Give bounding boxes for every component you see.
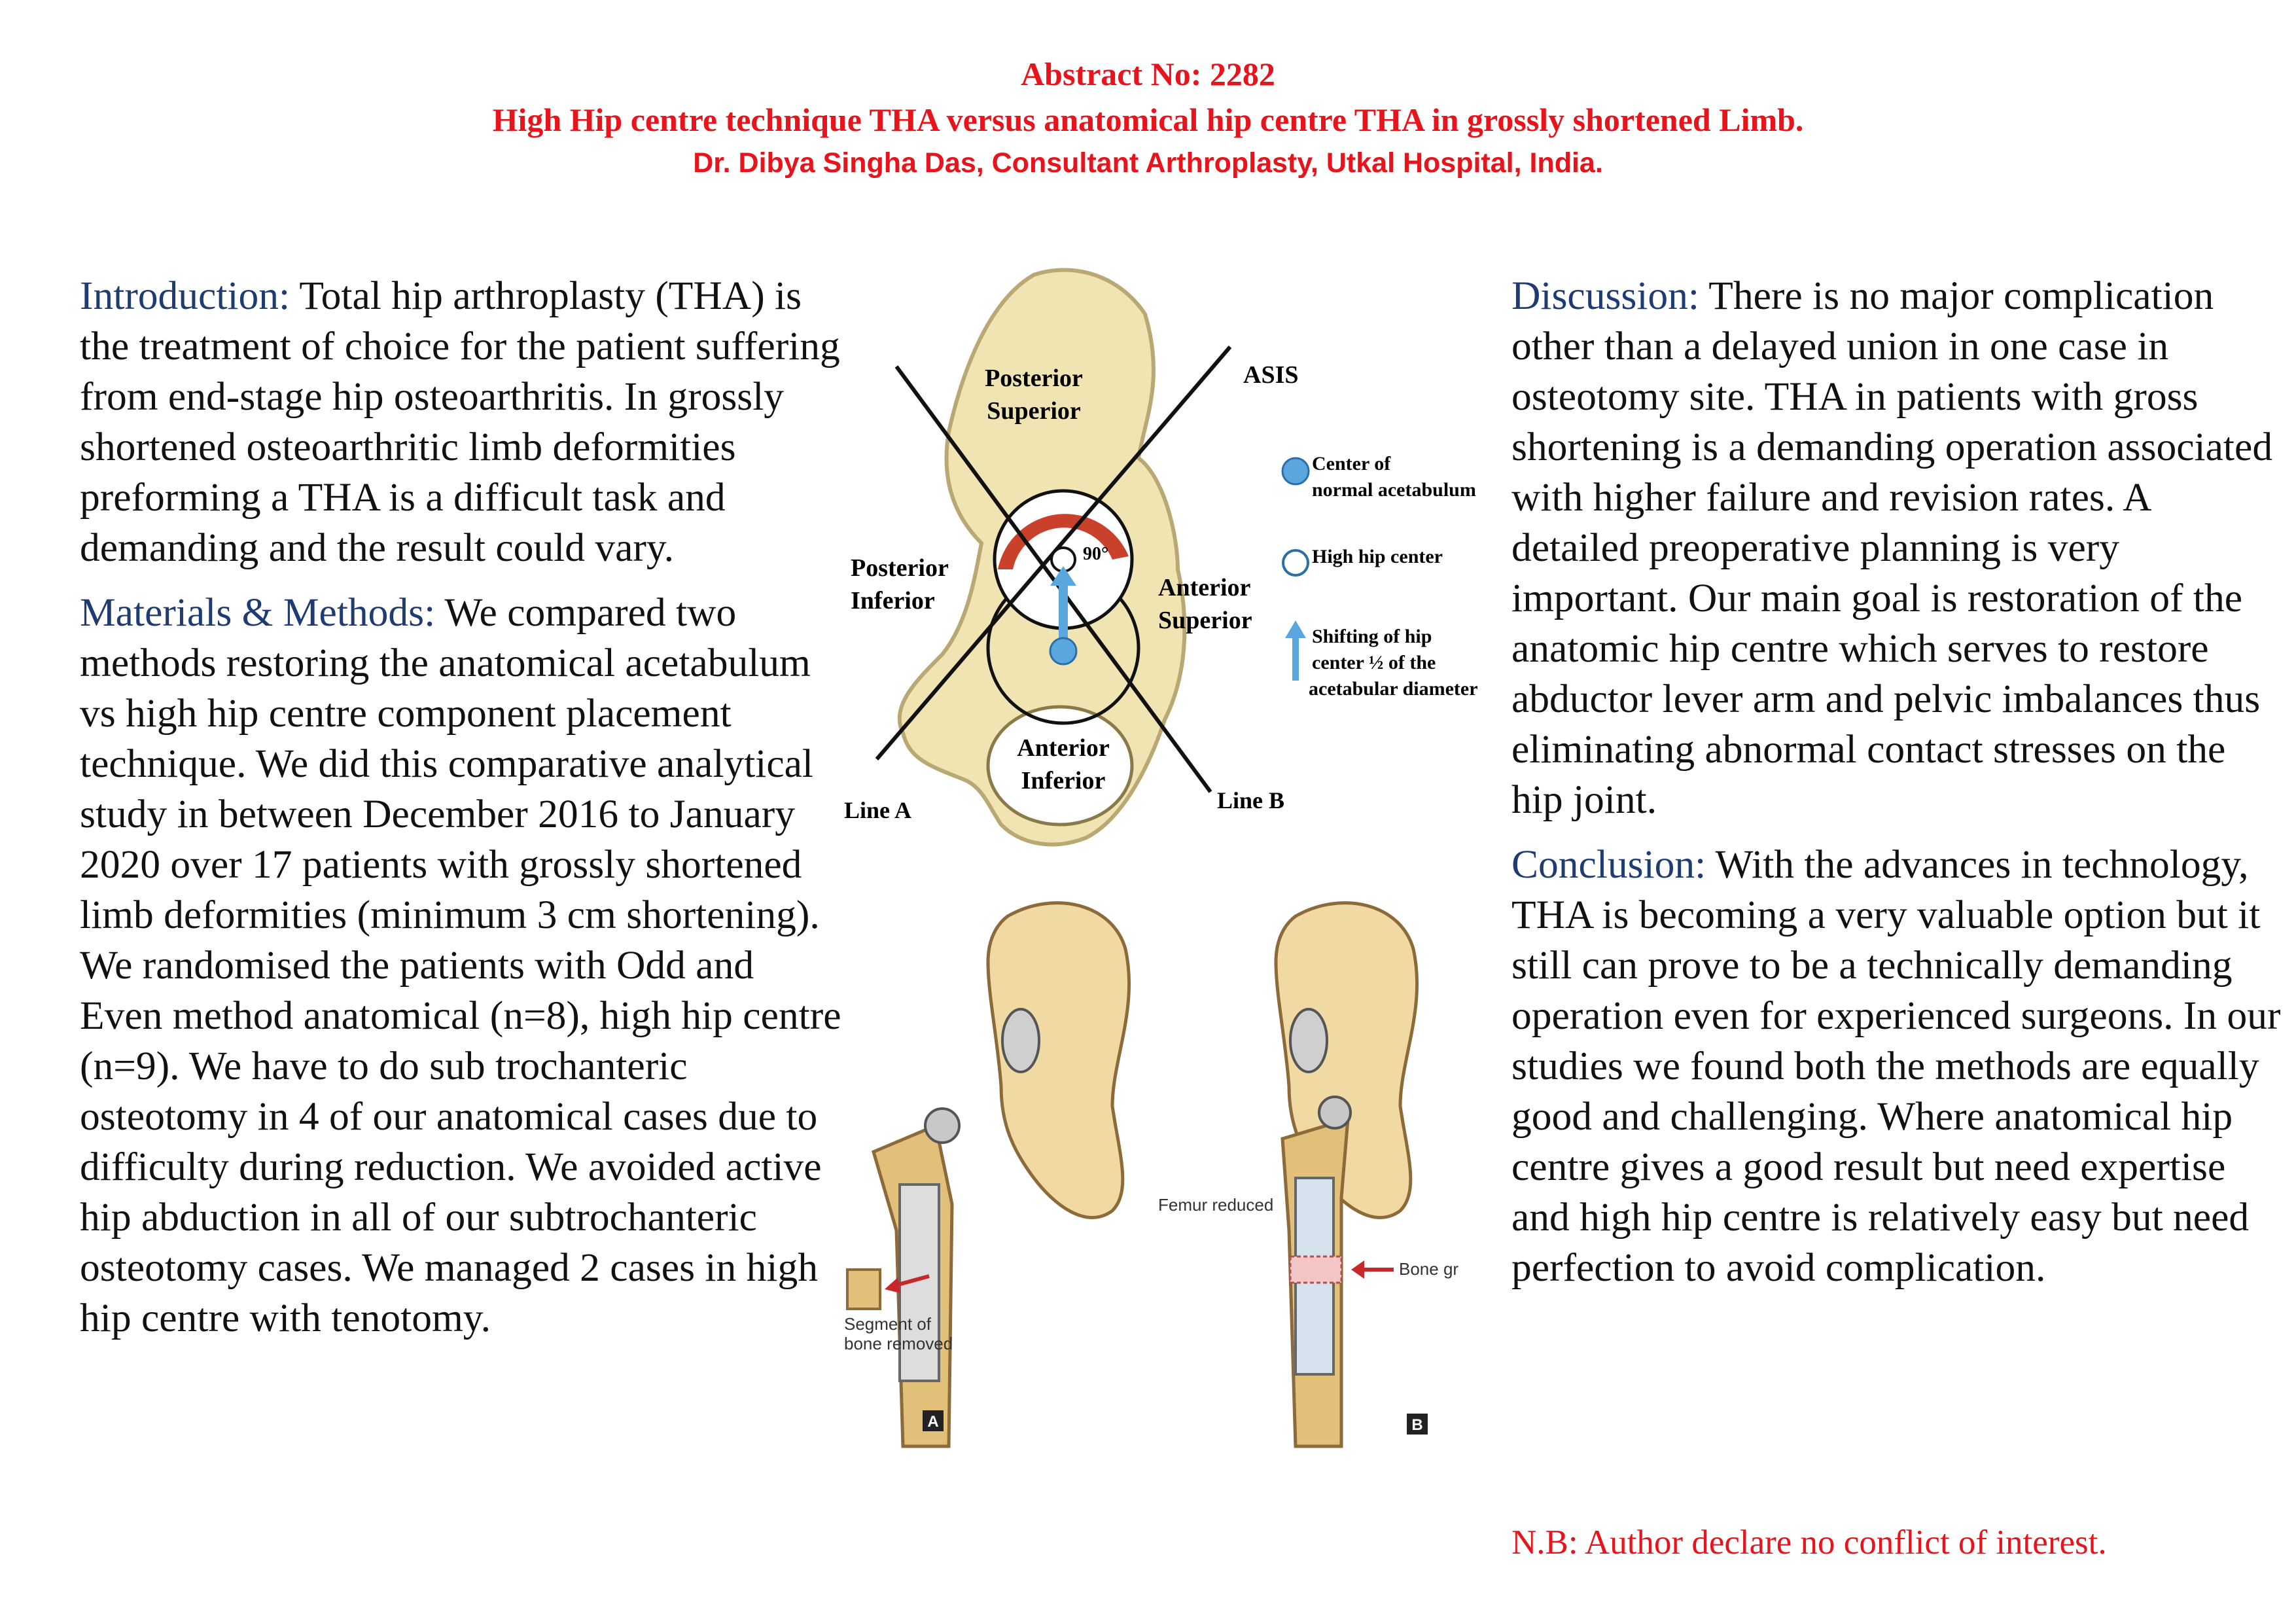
introduction-paragraph (80, 271, 845, 573)
label-asis: ASIS (1243, 361, 1299, 389)
label-posterior-superior-1: Posterior (985, 365, 1083, 392)
discussion-paragraph (1511, 271, 2284, 825)
panel-a-label: A (927, 1413, 939, 1431)
panel-b-ball (1319, 1097, 1351, 1128)
conclusion-text: With the advances in technology, THA is becoming a very valuable option but it still can prove to be a technically demanding operation even for experienced surgeons. In our studies we found both the methods are equally good and challenging. Where anatomical hip centre gives a good result but need expertise and high hip centre is relatively easy but need perfection to avoid complication. (1511, 842, 2281, 1290)
legend-high-center: High hip center (1312, 546, 1443, 567)
abstract-number: Abstract No: 2282 (1021, 56, 1275, 92)
panel-a-bone-segment (847, 1270, 880, 1309)
header (0, 51, 2296, 183)
legend-center-line2: normal acetabulum (1312, 479, 1476, 501)
methods-paragraph (80, 588, 845, 1344)
label-posterior-inferior-2: Inferior (851, 587, 935, 615)
discussion-label: Discussion: (1511, 274, 1700, 318)
label-anterior-superior-1: Anterior (1158, 574, 1251, 601)
right-column (1511, 271, 2284, 1293)
label-anterior-inferior-2: Inferior (1021, 767, 1106, 794)
panel-b-label: B (1411, 1416, 1423, 1434)
legend-shift-line3: acetabular diameter (1309, 678, 1478, 700)
left-column (80, 271, 845, 1344)
poster-title: High Hip centre technique THA versus anatomical hip centre THA in grossly shortened Limb. (492, 101, 1804, 138)
conclusion-label: Conclusion: (1511, 842, 1706, 887)
label-segment-1: Segment of (844, 1314, 931, 1334)
acetabulum-diagram (838, 262, 1511, 870)
legend-center-line1: Center of (1312, 453, 1391, 474)
panel-b-plate (1290, 1009, 1327, 1072)
panel-a-plate (1002, 1009, 1039, 1072)
label-femur-reduced: Femur reduced (1158, 1195, 1274, 1215)
panel-a-arrow-head (885, 1277, 900, 1293)
label-posterior-inferior-1: Posterior (851, 554, 949, 582)
label-angle: 90° (1083, 544, 1109, 564)
legend-shift-line2: center ½ of the (1312, 652, 1436, 673)
author-line: Dr. Dibya Singha Das, Consultant Arthroplasty, Utkal Hospital, India. (693, 147, 1603, 179)
conclusion-paragraph (1511, 840, 2284, 1293)
label-segment-2: bone removed (844, 1334, 953, 1353)
osteotomy-diagram (838, 890, 1492, 1453)
methods-text: We compared two methods restoring the anatomical acetabulum vs high hip centre component placement technique. We did this comparative analytical study in between December 2016 to January 2020 over 17 patients with grossly shortened limb deformities (minimum 3 cm shortening). We randomised the patients with Odd and Even method anatomical (n=8), high hip centre (n=9). We have to do sub trochanteric osteotomy in 4 of our anatomical cases due to difficulty during reduction. We avoided active hip abduction in all of our subtrochanteric osteotomy cases. We managed 2 cases in high hip centre with tenotomy. (80, 590, 841, 1340)
normal-center-marker (1050, 638, 1076, 664)
legend-arrow-head (1285, 620, 1306, 638)
label-line-b: Line B (1217, 787, 1285, 813)
discussion-text: There is no major complication other than a delayed union in one case in osteotomy site. THA in patients with gross shortening is a demanding operation associated with higher failure and revision rates. A detailed preoperative planning is very important. Our main goal is restoration of the anatomic hip centre which serves to restore abductor lever arm and pelvic imbalances thus eliminating abnormal contact stresses on the hip joint. (1511, 274, 2273, 822)
label-line-a: Line A (844, 797, 912, 823)
panel-a-ball (925, 1109, 959, 1143)
introduction-text: Total hip arthroplasty (THA) is the treatment of choice for the patient suffering from end-stage hip osteoarthritis. In grossly shortened osteoarthritic limb deformities preforming a THA is a difficult task and demanding and the result could vary. (80, 274, 840, 570)
legend-normal-center-icon (1282, 458, 1309, 484)
panel-b-bone-graft (1290, 1257, 1341, 1283)
introduction-label: Introduction: (80, 274, 291, 318)
methods-label: Materials & Methods: (80, 590, 436, 635)
label-anterior-superior-2: Superior (1158, 607, 1252, 634)
legend-high-center-icon (1283, 550, 1308, 575)
panel-b-arrow-head (1351, 1260, 1364, 1279)
label-bone-graft: Bone gr (1399, 1259, 1459, 1279)
label-posterior-superior-2: Superior (987, 397, 1081, 425)
conflict-note: N.B: Author declare no conflict of interest. (1511, 1524, 2107, 1561)
legend-shift-line1: Shifting of hip (1312, 626, 1432, 647)
label-anterior-inferior-1: Anterior (1017, 734, 1110, 762)
